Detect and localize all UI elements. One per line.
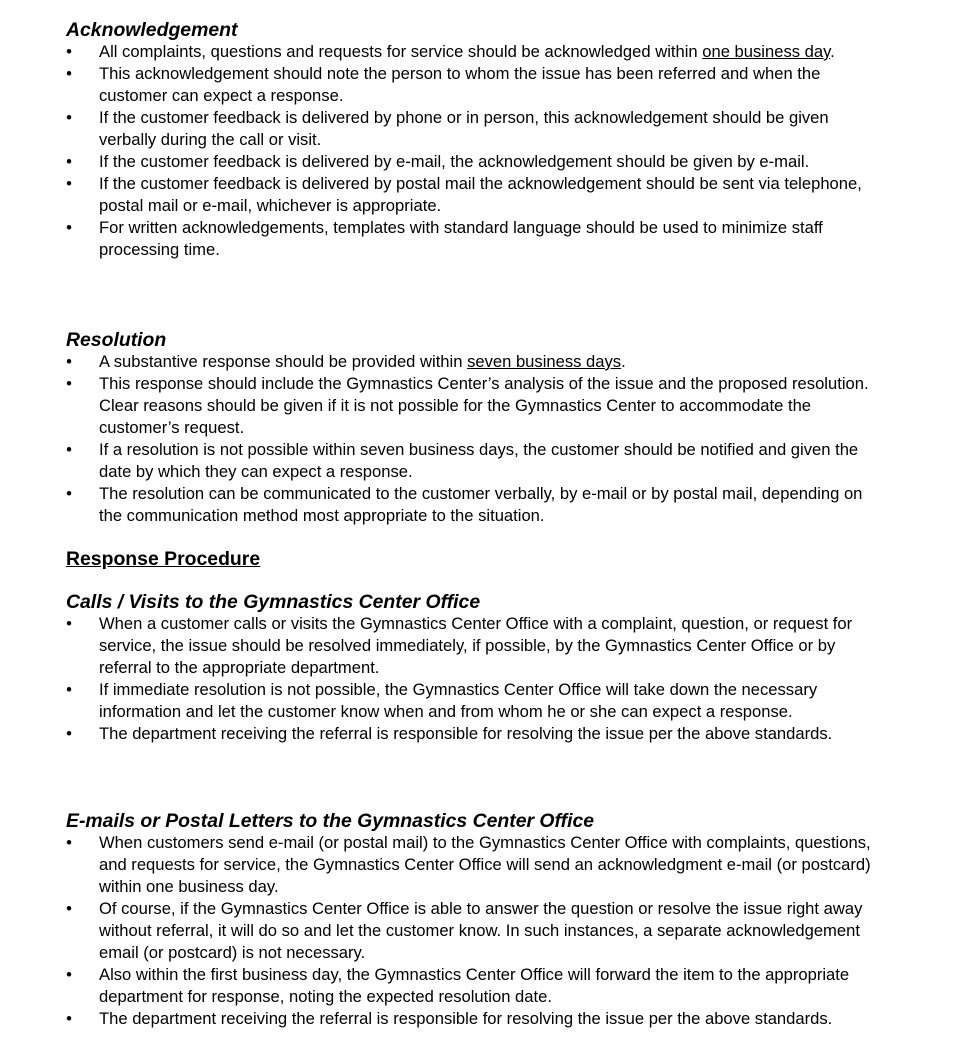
bullet-icon: • [66, 1009, 72, 1028]
bullet-icon: • [66, 152, 72, 171]
emails-letters-list [0, 832, 880, 1030]
resolution-heading: Resolution [66, 329, 167, 351]
list-item [0, 613, 880, 679]
bullet-icon: • [66, 680, 72, 699]
list-item-text: If immediate resolution is not possible, the Gymnastics Center Office will take down the necessary information and let the customer know when and from whom he or she can expect a response. [99, 680, 818, 721]
bullet-icon: • [66, 899, 72, 918]
list-item-text: When customers send e-mail (or postal mail) to the Gymnastics Center Office with complaints, questions, and requests for service, the Gymnastics Center Office will send an acknowledgment e-mail (or postcard) within one business day. [99, 833, 871, 896]
bullet-icon: • [66, 108, 72, 127]
underlined-text: seven business days [467, 352, 622, 371]
bullet-icon: • [66, 965, 72, 984]
list-item [0, 151, 880, 173]
bullet-icon: • [66, 614, 72, 633]
bullet-icon: • [66, 374, 72, 393]
list-item-text: If a resolution is not possible within seven business days, the customer should be notified and given the date by which they can expect a response. [99, 440, 859, 481]
list-item [0, 483, 880, 527]
acknowledgement-list [0, 41, 880, 261]
calls-visits-heading: Calls / Visits to the Gymnastics Center Office [66, 591, 481, 613]
list-item-text: The resolution can be communicated to the customer verbally, by e-mail or by postal mail, depending on the communication method most appropriate to the situation. [99, 484, 863, 525]
list-item-text: When a customer calls or visits the Gymnastics Center Office with a complaint, question, or request for service, the issue should be resolved immediately, if possible, by the Gymnastics Center Office or by referral to the appropriate department. [99, 614, 853, 677]
underlined-text: one business day [702, 42, 831, 61]
list-item-text: If the customer feedback is delivered by e-mail, the acknowledgement should be given by e-mail. [99, 152, 810, 171]
list-item [0, 832, 880, 898]
response-procedure-heading: Response Procedure [66, 548, 261, 570]
bullet-icon: • [66, 64, 72, 83]
list-item-text: . [621, 352, 626, 371]
list-item [0, 723, 880, 745]
calls-visits-list [0, 613, 880, 745]
list-item-text: This acknowledgement should note the person to whom the issue has been referred and when the customer can expect a response. [99, 64, 821, 105]
list-item [0, 439, 880, 483]
bullet-icon: • [66, 174, 72, 193]
list-item-text: A substantive response should be provided within [99, 352, 468, 371]
bullet-icon: • [66, 218, 72, 237]
list-item [0, 63, 880, 107]
bullet-icon: • [66, 833, 72, 852]
bullet-icon: • [66, 42, 72, 61]
list-item [0, 898, 880, 964]
list-item [0, 373, 880, 439]
list-item [0, 41, 880, 63]
bullet-icon: • [66, 484, 72, 503]
list-item-text: If the customer feedback is delivered by postal mail the acknowledgement should be sent via telephone, postal mail or e-mail, whichever is appropriate. [99, 174, 862, 215]
list-item-text: Of course, if the Gymnastics Center Office is able to answer the question or resolve the issue right away without referral, it will do so and let the customer know. In such instances, a separate acknowledgement email (or postcard) is not necessary. [99, 899, 863, 962]
list-item [0, 173, 880, 217]
list-item [0, 107, 880, 151]
list-item-text: For written acknowledgements, templates with standard language should be used to minimize staff processing time. [99, 218, 823, 259]
list-item-text: . [830, 42, 835, 61]
list-item-text: The department receiving the referral is responsible for resolving the issue per the above standards. [99, 1009, 833, 1028]
list-item [0, 217, 880, 261]
list-item-text: Also within the first business day, the Gymnastics Center Office will forward the item to the appropriate department for response, noting the expected resolution date. [99, 965, 850, 1006]
list-item [0, 351, 880, 373]
list-item-text: This response should include the Gymnastics Center’s analysis of the issue and the proposed resolution. Clear reasons should be given if it is not possible for the Gymnastics Center to accommodate the customer’s request. [99, 374, 869, 437]
list-item-text: All complaints, questions and requests for service should be acknowledged within [99, 42, 703, 61]
emails-letters-heading: E-mails or Postal Letters to the Gymnastics Center Office [66, 810, 595, 832]
list-item [0, 1008, 880, 1030]
bullet-icon: • [66, 352, 72, 371]
list-item [0, 964, 880, 1008]
bullet-icon: • [66, 440, 72, 459]
list-item-text: If the customer feedback is delivered by phone or in person, this acknowledgement should be given verbally during the call or visit. [99, 108, 829, 149]
list-item-text: The department receiving the referral is responsible for resolving the issue per the above standards. [99, 724, 833, 743]
bullet-icon: • [66, 724, 72, 743]
list-item [0, 679, 880, 723]
resolution-list [0, 351, 880, 527]
acknowledgement-heading: Acknowledgement [66, 19, 238, 41]
